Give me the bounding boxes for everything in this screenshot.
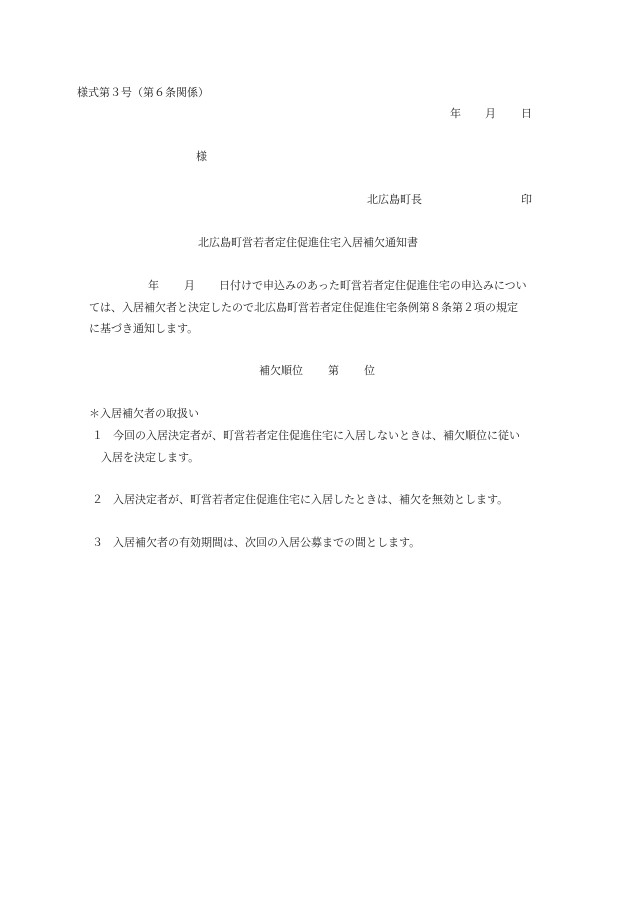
- note-3-text: 入居補欠者の有効期間は、次回の入居公募までの間とします。: [113, 536, 421, 549]
- date-day-label: 日: [521, 107, 532, 120]
- body-year-label: 年: [148, 279, 159, 292]
- rank-i: 位: [364, 364, 375, 377]
- notes-heading: ＊入居補欠者の取扱い: [89, 407, 199, 420]
- seal-mark: 印: [521, 193, 532, 206]
- note-2-number: ２: [92, 493, 103, 506]
- addressee-suffix: 様: [196, 150, 207, 163]
- note-1-text: 今回の入居決定者が、町営若者定住促進住宅に入居しないときは、補欠順位に従い: [113, 429, 520, 442]
- date-month-label: 月: [485, 107, 496, 120]
- date-year-label: 年: [450, 107, 461, 120]
- body-line-2: ては、入居補欠者と決定したので北広島町営若者定住促進住宅条例第８条第２項の規定: [89, 301, 518, 314]
- rank-label: 補欠順位: [259, 364, 303, 377]
- body-line-1: 日付けで申込みのあった町営若者定住促進住宅の申込みについ: [219, 279, 527, 292]
- sender-title: 北広島町長: [367, 193, 422, 206]
- body-month-label: 月: [184, 279, 195, 292]
- body-line-3: に基づき通知します。: [89, 322, 199, 335]
- note-1-number: １: [92, 429, 103, 442]
- rank-dai: 第: [328, 364, 339, 377]
- note-2-text: 入居決定者が、町営若者定住促進住宅に入居したときは、補欠を無効とします。: [113, 493, 509, 506]
- form-number: 様式第３号（第６条関係）: [77, 86, 209, 99]
- document-title: 北広島町営若者定住促進住宅入居補欠通知書: [198, 236, 418, 249]
- note-3-number: ３: [92, 536, 103, 549]
- note-1-continuation: 入居を決定します。: [101, 451, 200, 464]
